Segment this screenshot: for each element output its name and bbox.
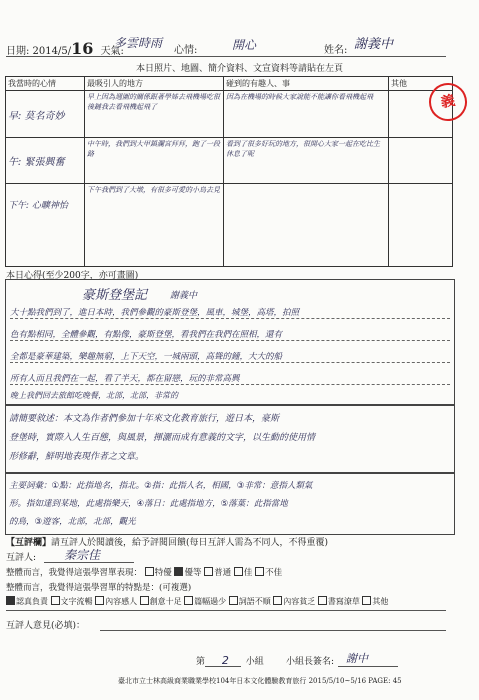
option-label: 普通 — [214, 568, 232, 578]
weather-value: 多雲時雨 — [114, 36, 163, 50]
stamp-text: 義 — [439, 92, 457, 112]
opinion-underline[interactable] — [100, 630, 446, 631]
q2-option[interactable] — [362, 597, 388, 606]
header-underline — [6, 56, 446, 57]
mood-label: 心情: — [174, 45, 198, 56]
review-desc: 請互評人於閱讀後，給予評閱回饋(每日互評人需為不同人，不得重覆) — [51, 538, 329, 548]
table-row — [6, 184, 453, 267]
row-event: 看到了很多好玩的地方，很開心大家一起在吃比生休息了呢 — [224, 138, 389, 184]
option-label: 佳 — [243, 568, 253, 578]
q2-row — [6, 596, 388, 607]
reviewer-value: 秦宗佳 — [64, 548, 101, 562]
essay-author: 謝義中 — [170, 291, 198, 301]
opinion-label: 互評人意見(必填)： — [6, 621, 86, 631]
q1-row — [6, 566, 282, 578]
essay-rule — [10, 362, 450, 363]
leader-value: 謝中 — [346, 652, 368, 665]
summary-line: 形修辭，鮮明地表現作者之文章。 — [9, 452, 145, 462]
q2-option[interactable] — [273, 597, 315, 606]
group-prefix: 第 — [196, 657, 206, 667]
essay-box — [5, 279, 455, 405]
essay-title: 豪斯登堡記 — [82, 288, 148, 303]
essay-rule — [10, 340, 450, 341]
option-label: 內容感人 — [105, 597, 138, 606]
terms-line: 形。指如達到某地，此處指樂天，④落日：此處指地方，⑤落葉：此指當地 — [9, 499, 288, 509]
mood-value: 開心 — [232, 38, 257, 52]
checkbox[interactable] — [145, 567, 154, 576]
name-value: 謝義中 — [354, 37, 394, 52]
checkbox[interactable] — [362, 596, 371, 605]
q1-option[interactable] — [145, 568, 172, 578]
option-label: 文字流暢 — [60, 597, 93, 606]
q1-option[interactable] — [174, 568, 201, 578]
col-header-place: 最吸引人的地方 — [85, 77, 224, 91]
option-label: 特優 — [154, 568, 172, 578]
row-place: 中午時，我們到大甲鎮瀾宮拜拜，跑了一段路 — [85, 138, 224, 184]
checkbox[interactable] — [234, 567, 243, 576]
option-label: 不佳 — [265, 568, 283, 578]
q2-option[interactable] — [6, 597, 48, 606]
checkbox[interactable] — [140, 596, 149, 605]
q2-option[interactable] — [51, 597, 93, 606]
q1-prefix: 整體而言，我覺得這張學習單表現： — [6, 568, 143, 578]
date-label: 日期: 2014/5/ — [6, 46, 72, 57]
table-row — [6, 138, 453, 184]
instructions — [0, 61, 479, 74]
reviewer-underline — [44, 562, 134, 563]
summary-line: 請簡要敘述：本文為作者們參加十年來文化教育旅行，遊日本，豪斯 — [9, 414, 280, 424]
q1-option[interactable] — [255, 568, 282, 578]
essay-rule — [10, 384, 450, 385]
option-label: 書寫潦草 — [327, 597, 360, 606]
essay-line: 晚上我們回去旅館吃晚餐，北部，北部，非常的 — [10, 391, 178, 400]
activity-table — [5, 76, 453, 267]
checkbox[interactable] — [204, 567, 213, 576]
q2-option[interactable] — [184, 597, 226, 606]
row-event: 因為在機場的時候大家說能不能讓你看飛機起飛 — [224, 91, 389, 138]
row-place: 早上因為週圍的關係跟著學姊去飛機場吃很後鏈我去看飛機起飛了 — [85, 91, 224, 138]
row-place: 下午我們到了大墩，有很多可愛的小鳥去見 — [85, 184, 224, 267]
checkbox[interactable] — [255, 567, 264, 576]
checkbox[interactable] — [229, 596, 238, 605]
essay-line: 大十點我們到了，進日本時，我們參觀的豪斯登堡，風車，城堡，高塔，拍照 — [10, 308, 300, 318]
essay-rule — [10, 318, 450, 319]
row-other — [389, 138, 453, 184]
terms-line: 的鳥，③遊客，北部，北部，觀光 — [9, 517, 136, 527]
q2-option[interactable] — [318, 597, 360, 606]
checkbox[interactable] — [6, 596, 15, 605]
option-label: 內容貧乏 — [283, 597, 316, 606]
option-label: 詞語不順 — [238, 597, 271, 606]
col-header-other: 其他 — [389, 77, 453, 91]
group-underline — [205, 666, 241, 667]
q2-option[interactable] — [95, 597, 137, 606]
checkbox[interactable] — [318, 596, 327, 605]
checkbox[interactable] — [184, 596, 193, 605]
q1-option[interactable] — [204, 568, 231, 578]
q2-option[interactable] — [140, 597, 182, 606]
essay-line: 色有點相同，全體參觀，有點像，豪斯登堡，看我們在我們在照相，還有 — [10, 330, 283, 340]
summary-line: 登堡時，實際入人生百態，與風景，揮灑而成有意義的文字，以生動的使用情 — [9, 433, 316, 443]
instructions-text: 本日照片、地圖、簡介資料、文宣資料等請貼在左頁 — [135, 64, 343, 74]
row-event — [224, 184, 389, 267]
checkbox[interactable] — [95, 596, 104, 605]
checkbox[interactable] — [174, 567, 183, 576]
row-other — [389, 184, 453, 267]
option-label: 認真負責 — [16, 597, 48, 606]
leader-label: 小組長簽名: — [286, 657, 335, 667]
essay-line: 所有人而且我們在一起，看了半天，都在留戀，玩的非常高興 — [10, 374, 240, 384]
reviewer-label: 互評人: — [6, 553, 37, 563]
school-footer: 臺北市立士林高級商業職業學校104年日本文化體驗教育旅行 2015/5/10~5/16 PAGE: 45 — [118, 677, 402, 685]
essay-line: 全都是豪華建築，樂趣無窮，上下天空，一城兩頭，高聳的鐘，大大的船 — [10, 352, 283, 362]
q1-option[interactable] — [234, 568, 253, 578]
group-number: 2 — [221, 654, 229, 667]
q2-option[interactable] — [229, 597, 271, 606]
q2-prefix: 整體而言，我覺得這張學習單的特點是：(可複選) — [6, 583, 192, 593]
name-label: 姓名: — [324, 45, 348, 56]
option-label: 創意十足 — [149, 597, 182, 606]
col-header-mood: 我當時的心情 — [6, 77, 85, 91]
date-day: 16 — [71, 39, 94, 58]
row-mood: 午: 緊張興奮 — [6, 138, 85, 184]
q2-underline — [6, 610, 446, 611]
row-mood: 早: 莫名奇妙 — [6, 91, 85, 138]
table-row — [6, 91, 453, 138]
weather-label: 天氣: — [100, 46, 124, 57]
terms-line: 主要詞彙：①點：此指地名，指北。②指：此指人名，相國，③非常：意指人類氣 — [9, 481, 313, 491]
col-header-event: 碰到的有趣人、事 — [224, 77, 389, 91]
checkbox[interactable] — [273, 596, 282, 605]
essay-prompt: 本日心得(至少200字，亦可畫圖) — [6, 271, 139, 281]
option-label: 篇幅過少 — [194, 597, 227, 606]
review-title: 【互評欄】 — [6, 538, 52, 548]
option-label: 其他 — [372, 597, 389, 606]
checkbox[interactable] — [51, 596, 60, 605]
row-mood: 下午: 心曠神怡 — [6, 184, 85, 267]
group-suffix: 小組 — [245, 657, 264, 667]
review-header — [6, 535, 328, 548]
leader-underline — [338, 666, 398, 667]
option-label: 優等 — [184, 568, 202, 578]
